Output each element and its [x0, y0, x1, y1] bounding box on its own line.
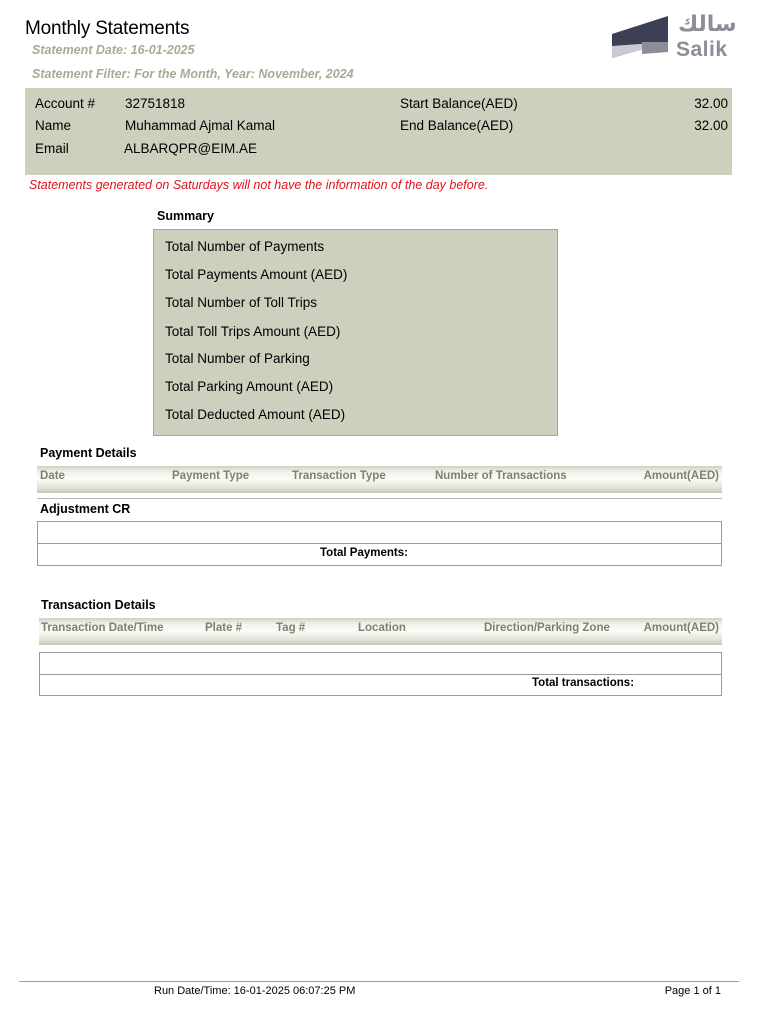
- saturday-notice: Statements generated on Saturdays will not have the information of the day before.: [29, 178, 489, 192]
- payment-col-amount: Amount(AED): [643, 470, 719, 482]
- name-value: Muhammad Ajmal Kamal: [125, 118, 276, 133]
- page-number: Page 1 of 1: [664, 985, 721, 997]
- summary-panel: [153, 229, 558, 436]
- summary-total-parking-count: Total Number of Parking: [165, 351, 310, 366]
- account-number-label: Account #: [35, 96, 96, 111]
- payment-details-header: [37, 466, 722, 493]
- footer-divider: [19, 981, 739, 982]
- payment-col-payment-type: Payment Type: [172, 470, 250, 482]
- run-datetime: Run Date/Time: 16-01-2025 06:07:25 PM: [154, 985, 356, 997]
- start-balance-value: 32.00: [694, 96, 728, 111]
- start-balance-label: Start Balance(AED): [400, 96, 518, 111]
- end-balance-label: End Balance(AED): [400, 118, 514, 133]
- transaction-details-title: Transaction Details: [41, 598, 156, 612]
- total-transactions-label: Total transactions:: [532, 677, 635, 689]
- summary-total-deducted-amount: Total Deducted Amount (AED): [165, 407, 346, 422]
- account-number-value: 32751818: [125, 96, 186, 111]
- payment-empty-row: [37, 521, 722, 544]
- statement-date: Statement Date: 16-01-2025: [32, 43, 195, 57]
- logo-arabic-text: سالك: [678, 12, 737, 37]
- payment-col-transaction-type: Transaction Type: [292, 470, 386, 482]
- payment-divider: [37, 498, 722, 499]
- transaction-details-header: [39, 618, 722, 645]
- statement-filter: Statement Filter: For the Month, Year: November, 2024: [32, 67, 354, 81]
- summary-total-parking-amount: Total Parking Amount (AED): [165, 379, 334, 394]
- payment-details-title: Payment Details: [40, 446, 137, 460]
- adjustment-cr-label: Adjustment CR: [40, 502, 131, 516]
- payment-col-date: Date: [40, 470, 65, 482]
- salik-logo-mark-icon: [612, 16, 670, 62]
- transaction-total-row: [39, 674, 722, 696]
- summary-total-toll-trips-count: Total Number of Toll Trips: [165, 295, 318, 310]
- transaction-col-amount: Amount(AED): [643, 622, 719, 634]
- transaction-col-plate: Plate #: [205, 622, 243, 634]
- account-panel: [25, 88, 732, 175]
- page-title: Monthly Statements: [25, 18, 190, 39]
- summary-title: Summary: [157, 209, 214, 223]
- summary-total-toll-trips-amount: Total Toll Trips Amount (AED): [165, 324, 341, 339]
- salik-logo: [612, 12, 737, 62]
- transaction-empty-row: [39, 652, 722, 675]
- summary-total-payments-amount: Total Payments Amount (AED): [165, 267, 348, 282]
- end-balance-value: 32.00: [694, 118, 728, 133]
- summary-total-payments-count: Total Number of Payments: [165, 239, 325, 254]
- transaction-col-direction-zone: Direction/Parking Zone: [484, 622, 610, 634]
- payment-col-number-of-transactions: Number of Transactions: [435, 470, 567, 482]
- email-label: Email: [35, 141, 69, 156]
- name-label: Name: [35, 118, 72, 133]
- logo-english-text: Salik: [676, 38, 728, 61]
- transaction-col-datetime: Transaction Date/Time: [41, 622, 164, 634]
- payment-total-row: [37, 543, 722, 566]
- transaction-col-tag: Tag #: [276, 622, 306, 634]
- transaction-col-location: Location: [358, 622, 406, 634]
- email-value: ALBARQPR@EIM.AE: [124, 141, 257, 156]
- total-payments-label: Total Payments:: [320, 547, 408, 559]
